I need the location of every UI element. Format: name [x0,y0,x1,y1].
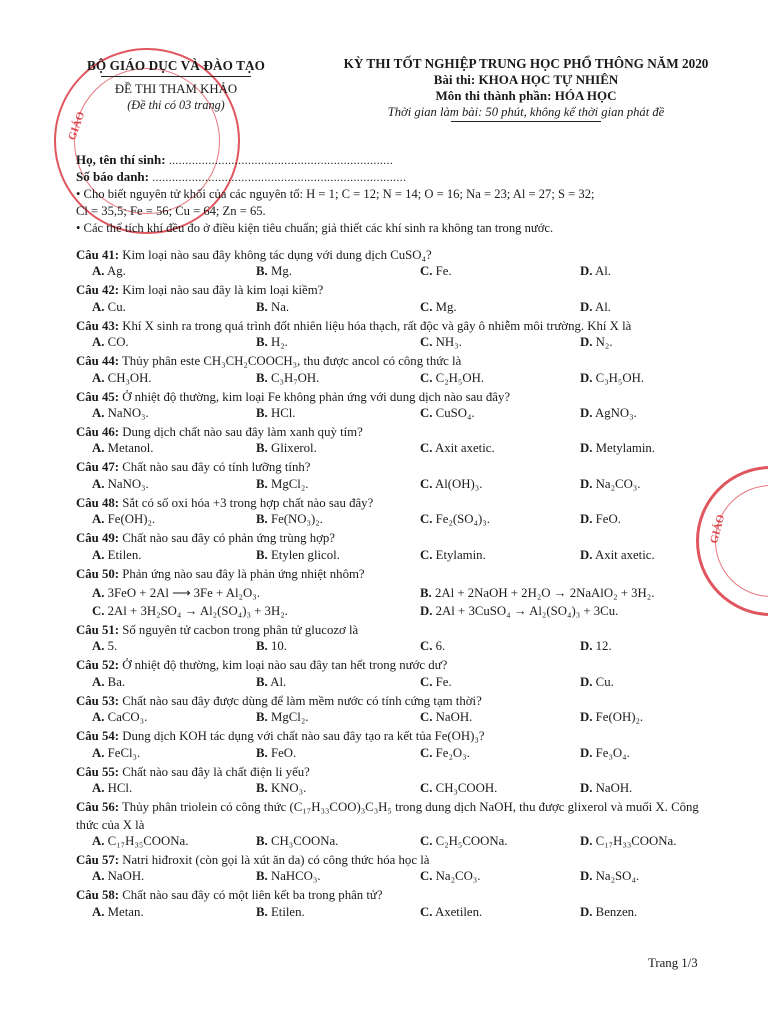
option-b: B. 2Al + 2NaOH + 2H₂O → 2NaAlO₂ + 3H₂. [420,586,655,601]
option-b: B. C₃H₇OH. [256,370,320,385]
exam-notes [76,186,716,237]
page-number: Trang 1/3 [648,956,698,970]
question-number: Câu 41: [76,248,120,262]
option-a: A. CaCO₃. [92,710,148,725]
question-number: Câu 44: [76,354,120,369]
option-a: A. NaOH. [92,869,145,884]
question [76,530,716,565]
question-stem: Dung dịch chất nào sau đây làm xanh quỳ tím? [122,425,363,440]
option-a: A. Metan. [92,904,144,919]
option-c: C. NaOH. [420,710,473,725]
option-d: D. Al. [580,299,611,314]
official-seal-right-inner-ring [715,485,768,597]
question-number: Câu 58: [76,888,120,903]
exam-type: ĐỀ THI THAM KHẢO [114,82,238,96]
option-b: B. Glixerol. [256,441,317,456]
option-b: B. NaHCO₃. [256,869,321,884]
option-a: A. C₁₇H₃₅COONa. [92,833,189,848]
option-a: A. Ba. [92,674,126,689]
options-row [76,406,716,424]
question-stem: Khí X sinh ra trong quá trình đốt nhiên liệu hóa thạch, rất độc và gây ô nhiễm môi trường. Khí X là [122,318,632,333]
option-b: B. Al. [256,674,287,689]
question-list [76,247,716,923]
options-row [76,548,716,566]
exam-subject: Môn thi thành phần: HÓA HỌC [435,88,617,103]
question-number: Câu 49: [76,531,120,546]
option-b: B. Fe(NO₃)₂. [256,512,323,527]
option-c: C. CH₃COOH. [420,781,498,796]
question [76,389,716,424]
option-b: B. MgCl₂. [256,476,309,491]
exam-time: Thời gian làm bài: 50 phút, không kể thời gian phát đề [387,105,665,119]
option-d: D. Na₂SO₄. [580,869,640,884]
question [76,318,716,353]
header-left [76,58,276,113]
options-row [76,371,716,389]
option-d: D. Al. [580,264,611,279]
question [76,459,716,494]
exam-name: Bài thi: KHOA HỌC TỰ NHIÊN [433,72,619,87]
options-row [76,746,716,764]
question-number: Câu 57: [76,852,120,867]
option-d: D. Cu. [580,674,614,689]
option-a: A. CO. [92,335,129,350]
option-a: A. 3FeO + 2Al ⟶ 3Fe + Al₂O₃. [92,586,260,601]
option-c: C. NH₃. [420,335,462,350]
option-d: D. Metylamin. [580,441,656,456]
question-stem: Chất nào sau đây có một liên kết ba trong phân tử? [122,888,383,903]
option-a: A. Metanol. [92,441,154,456]
question-stem: Kim loại nào sau đây không tác dụng với dung dịch CuSO₄? [122,248,432,262]
question-number: Câu 48: [76,495,120,510]
question-number: Câu 47: [76,460,120,475]
question-number: Câu 52: [76,658,120,673]
notes-line-1: • Cho biết nguyên tử khối của các nguyên tố: H = 1; C = 12; N = 14; O = 16; Na = 23; Al = 27; S = 32; [76,187,595,201]
option-b: B. 10. [256,639,287,654]
exam-title: KỲ THI TỐT NGHIỆP TRUNG HỌC PHỔ THÔNG NĂM 2020 [343,56,709,71]
option-b: B. KNO₃. [256,781,307,796]
question-number: Câu 42: [76,283,120,298]
option-d: D. C₁₇H₃₃COONa. [580,833,677,848]
question [76,353,716,388]
question [76,887,716,922]
option-a: A. FeCl₃. [92,745,141,760]
options-row [76,477,716,495]
option-d: D. Na₂CO₃. [580,476,641,491]
question-number: Câu 51: [76,623,120,638]
question-number: Câu 43: [76,318,120,333]
question-stem: Chất nào sau đây có phản ứng trùng hợp? [122,531,335,546]
question [76,657,716,692]
option-d: D. 12. [580,639,612,654]
pages-note: (Đề thi có 03 trang) [127,98,225,112]
option-c: C. C₂H₅OH. [420,370,485,385]
question [76,693,716,728]
organization-underline [101,76,251,77]
candidate-name-blank: .................................................................... [168,153,394,167]
options-row [76,300,716,318]
option-b: B. MgCl₂. [256,710,309,725]
option-c: C. Axetilen. [420,904,483,919]
question-stem: Ở nhiệt độ thường, kim loại Fe không phản ứng với dung dịch nào sau đây? [122,389,511,404]
options-row [76,335,716,353]
option-d: D. Fe(OH)₂. [580,710,644,725]
option-d: D. Axit axetic. [580,547,655,562]
question-number: Câu 45: [76,389,120,404]
option-b: B. CH₃COONa. [256,833,339,848]
options-row [76,441,716,459]
question-stem: Natri hiđroxit (còn gọi là xút ăn da) có công thức hóa học là [122,852,430,867]
option-c: C. Etylamin. [420,547,486,562]
question-stem: Dung dịch KOH tác dụng với chất nào sau đây tạo ra kết tủa Fe(OH)₃? [122,729,485,744]
option-c: C. Fe. [420,674,452,689]
question-number: Câu 50: [76,566,120,581]
option-c: C. Mg. [420,299,457,314]
option-a: A. CH₃OH. [92,370,152,385]
question [76,424,716,459]
option-c: C. 6. [420,639,446,654]
option-b: B. Etilen. [256,904,305,919]
option-b: B. HCl. [256,406,296,421]
question-stem: Số nguyên tử cacbon trong phân tử glucozơ là [122,623,359,638]
option-a: A. 5. [92,639,118,654]
question-stem: Phản ứng nào sau đây là phản ứng nhiệt nhôm? [122,566,365,581]
options-row [76,834,716,852]
question-number: Câu 55: [76,764,120,779]
option-b: B. H₂. [256,335,288,350]
candidate-name-row [76,152,716,169]
option-b: B. Na. [256,299,290,314]
question [76,622,716,657]
option-d: D. N₂. [580,335,613,350]
question [76,247,716,282]
header-right [296,56,756,122]
options-row [76,675,716,693]
question [76,282,716,317]
question-stem: Thủy phân este CH₃CH₂COOCH₃, thu được ancol có công thức là [121,354,462,369]
option-d: D. C₃H₅OH. [580,370,645,385]
option-a: A. NaNO₃. [92,406,149,421]
question-stem: Chất nào sau đây là chất điện li yếu? [122,764,310,779]
question-number: Câu 46: [76,425,120,440]
option-c: C. CuSO₄. [420,406,475,421]
option-a: A. Ag. [92,264,126,279]
option-c: C. Al(OH)₃. [420,476,483,491]
candidate-id-blank: ............................................................................. [152,169,407,184]
question [76,799,716,852]
candidate-id-row [76,169,716,186]
candidate-name-label: Họ, tên thí sinh: [76,152,166,167]
organization-name: BỘ GIÁO DỤC VÀ ĐÀO TẠO [87,58,265,73]
candidate-id-label: Số báo danh: [76,168,149,184]
seal-text: GIÁO [66,110,88,142]
question-stem: Sắt có số oxi hóa +3 trong hợp chất nào sau đây? [122,495,374,510]
option-c: C. 2Al + 3H₂SO₄ → Al₂(SO₄)₃ + 3H₂. [92,604,288,619]
option-a: A. Etilen. [92,547,142,562]
question [76,728,716,763]
option-d: D. Fe₃O₄. [580,745,630,760]
option-a: A. Cu. [92,299,126,314]
option-a: A. NaNO₃. [92,476,149,491]
option-d: D. NaOH. [580,781,633,796]
option-c: C. Fe. [420,264,452,279]
question-stem: Thủy phân triolein có công thức (C₁₇H₃₃COO)₃C₃H₅ trong dung dịch NaOH, thu được glixerol và muối X. Công thức của X là [76,800,699,832]
option-b: B. Etylen glicol. [256,547,340,562]
options-row [76,710,716,728]
question-number: Câu 54: [76,729,120,744]
notes-line-3: • Các thể tích khí đều đo ở điều kiện tiêu chuẩn; giả thiết các khí sinh ra không tan trong nước. [76,221,554,235]
question-stem: Chất nào sau đây được dùng để làm mềm nước có tính cứng tạm thời? [122,693,482,708]
options-row [76,781,716,799]
option-a: A. HCl. [92,781,133,796]
question-stem: Chất nào sau đây có tính lưỡng tính? [122,460,311,475]
notes-line-2: Cl = 35,5; Fe = 56; Cu = 64; Zn = 65. [76,204,266,218]
option-b: B. FeO. [256,745,297,760]
candidate-info [76,152,716,185]
options-row [76,604,716,622]
question [76,566,716,622]
option-d: D. Benzen. [580,904,638,919]
question [76,495,716,530]
question-number: Câu 56: [76,800,120,815]
option-c: C. C₂H₅COONa. [420,833,508,848]
options-row [76,869,716,887]
option-c: C. Axit axetic. [420,441,495,456]
question-stem: Kim loại nào sau đây là kim loại kiềm? [122,283,324,298]
seal-right-text: GIÁO [708,513,728,545]
options-row [76,264,716,282]
option-d: D. 2Al + 3CuSO₄ → Al₂(SO₄)₃ + 3Cu. [420,604,619,619]
option-d: D. AgNO₃. [580,406,637,421]
question [76,852,716,887]
question-number: Câu 53: [76,693,120,708]
option-c: C. Na₂CO₃. [420,869,481,884]
option-b: B. Mg. [256,264,292,279]
question-stem: Ở nhiệt độ thường, kim loại nào sau đây tan hết trong nước dư? [122,658,448,673]
option-c: C. Fe₂(SO₄)₃. [420,512,490,527]
option-d: D. FeO. [580,512,621,527]
option-c: C. Fe₂O₃. [420,745,470,760]
options-row [76,639,716,657]
question [76,764,716,799]
options-row [76,905,716,923]
options-row [76,512,716,530]
options-row [76,586,716,604]
option-a: A. Fe(OH)₂. [92,512,156,527]
header-underline [451,121,601,122]
